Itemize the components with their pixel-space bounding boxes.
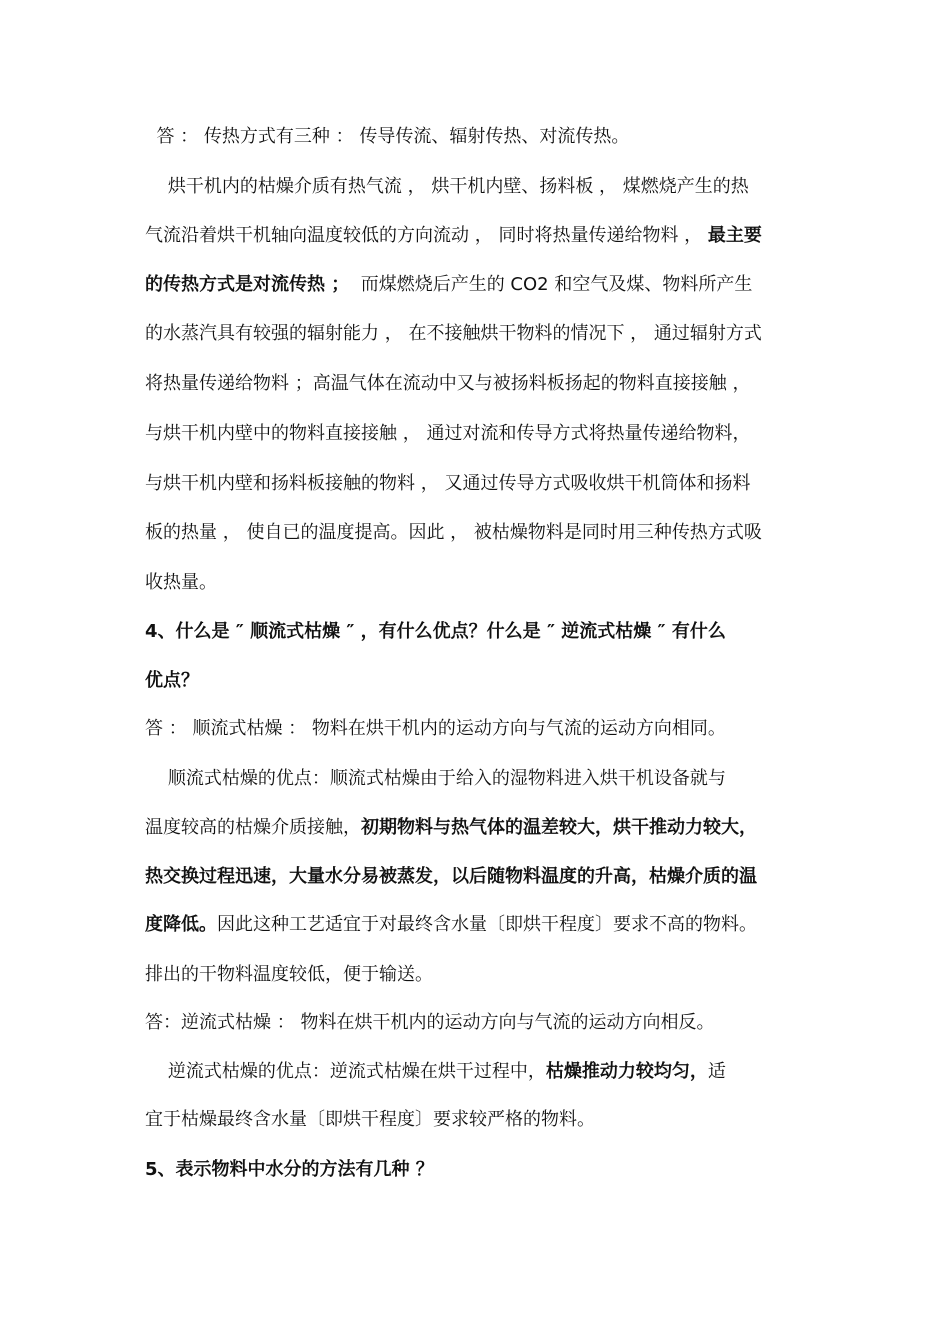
paragraph-line	[145, 321, 762, 347]
paragraph-line	[145, 223, 762, 249]
bold-text-segment: 初期物料与热气体的温差较大，烘干推动力较大，	[361, 817, 757, 838]
text-segment: 排出的干物料温度较低，便于输送。	[145, 964, 433, 985]
text-segment: 板的热量 ， 使自已的温度提高。因此 ， 被枯燥物料是同时用三种传热方式吸	[145, 522, 762, 543]
text-segment: 因此这种工艺适宜于对最终含水量〔即烘干程度〕要求不高的物料。	[217, 914, 757, 935]
paragraph-line	[145, 570, 217, 596]
bold-text-segment: 4、什么是 ″ 顺流式枯燥 ″ ，有什么优点？什么是 ″ 逆流式枯燥 ″ 有什么	[145, 621, 726, 642]
text-segment: 将热量传递给物料 ；高温气体在流动中又与被扬料板扬起的物料直接接触 ，	[145, 373, 751, 394]
bold-text-segment: 5、表示物料中水分的方法有几种 ？	[145, 1159, 434, 1180]
text-segment: 温度较高的枯燥介质接触，	[145, 817, 361, 838]
answer-heat-transfer-methods	[145, 124, 629, 150]
bold-text-segment: 枯燥推动力较均匀，	[545, 1061, 708, 1082]
paragraph-line	[145, 174, 749, 200]
text-segment: 与烘干机内壁和扬料板接触的物料 ， 又通过传导方式吸收烘干机筒体和扬料	[145, 473, 751, 494]
paragraph-line	[145, 912, 757, 938]
paragraph-line	[145, 1059, 726, 1085]
text-segment: 答 ： 传热方式有三种 ： 传导传流、辐射传热、对流传热。	[145, 126, 630, 147]
text-segment: 而煤燃烧后产生的 CO2 和空气及煤、物料所产生	[349, 274, 753, 295]
bold-text-segment: 热交换过程迅速，大量水分易被蒸发，以后随物料温度的升高，枯燥介质的温	[145, 866, 757, 887]
text-segment: 宜于枯燥最终含水量〔即烘干程度〕要求较严格的物料。	[145, 1109, 595, 1130]
text-segment: 的水蒸汽具有较强的辐射能力 ， 在不接触烘干物料的情况下 ， 通过辐射方式	[145, 323, 762, 344]
paragraph-line	[145, 864, 757, 890]
text-segment: 收热量。	[145, 572, 217, 593]
text-segment: 顺流式枯燥的优点：顺流式枯燥由于给入的湿物料进入烘干机设备就与	[145, 768, 726, 789]
paragraph-line	[145, 1107, 595, 1133]
question-4-heading	[145, 619, 726, 645]
paragraph-line	[145, 421, 750, 447]
text-segment: 逆流式枯燥的优点：逆流式枯燥在烘干过程中，	[145, 1061, 546, 1082]
text-segment: 烘干机内的枯燥介质有热气流 ， 烘干机内壁、扬料板 ， 煤燃烧产生的热	[145, 176, 749, 197]
text-segment: 与烘干机内壁中的物料直接接触 ， 通过对流和传导方式将热量传递给物料，	[145, 423, 751, 444]
question-5-heading	[145, 1157, 434, 1183]
paragraph-line	[145, 520, 762, 546]
paragraph-line	[145, 766, 726, 792]
bold-text-segment: 优点？	[145, 670, 199, 691]
paragraph-line	[145, 272, 752, 298]
paragraph-line	[145, 962, 433, 988]
paragraph-line	[145, 371, 750, 397]
text-segment: 答 ： 顺流式枯燥 ： 物料在烘干机内的运动方向与气流的运动方向相同。	[145, 718, 726, 739]
question-4-heading-cont	[145, 668, 199, 694]
paragraph-line	[145, 815, 757, 841]
answer-cocurrent-definition	[145, 716, 726, 742]
paragraph-line	[145, 471, 750, 497]
text-segment: 适	[707, 1061, 726, 1082]
bold-text-segment: 的传热方式是对流传热 ；	[145, 274, 350, 295]
answer-countercurrent-definition	[145, 1010, 714, 1036]
text-segment: 气流沿着烘干机轴向温度较低的方向流动 ， 同时将热量传递给物料 ，	[145, 225, 708, 246]
text-segment: 答：逆流式枯燥 ： 物料在烘干机内的运动方向与气流的运动方向相反。	[145, 1012, 715, 1033]
bold-text-segment: 最主要	[707, 225, 762, 246]
bold-text-segment: 度降低。	[145, 914, 217, 935]
